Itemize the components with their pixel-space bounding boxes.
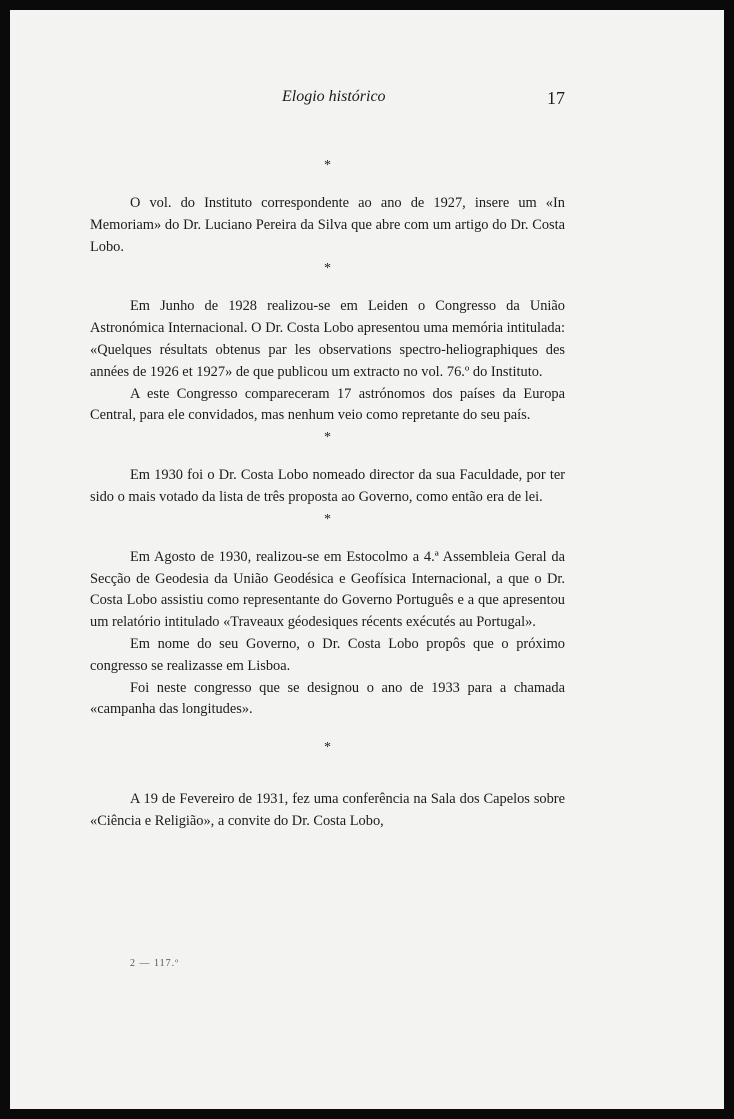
running-title: Elogio histórico <box>282 88 386 105</box>
paragraph: A este Congresso compareceram 17 astrónomos dos países da Europa Central, para ele convidados, mas nenhum veio como repretante do seu país. <box>90 385 565 424</box>
body-text <box>90 155 565 833</box>
document-page <box>10 10 724 1109</box>
section-separator: * <box>324 261 331 277</box>
paragraph: Em nome do seu Governo, o Dr. Costa Lobo propôs que o próximo congresso se realizasse em Lisboa. <box>90 635 565 674</box>
paragraph: Em Agosto de 1930, realizou-se em Estocolmo a 4.ª Assembleia Geral da Secção de Geodesia da União Geodésica e Geofísica Internacional, a que o Dr. Costa Lobo assistiu como representante do Governo Português e a que apresentou um relatório intitulado «Traveaux géodesiques récents exécutés au Portugal». <box>90 548 565 631</box>
printer-signature: 2 — 117.º <box>130 958 180 969</box>
page-header <box>10 88 724 112</box>
section-separator: * <box>324 158 331 173</box>
section-separator: * <box>324 430 331 446</box>
paragraph: Em Junho de 1928 realizou-se em Leiden o Congresso da União Astronómica Internacional. O Dr. Costa Lobo apresentou uma memória intitulada: «Quelques résultats obtenus par les observations spectro-heliographiques des années de 1926 et 1927» de que publicou um extracto no vol. 76.º do Instituto. <box>90 298 565 380</box>
section-separator: * <box>324 740 331 756</box>
section-separator: * <box>324 511 331 527</box>
paragraph: Em 1930 foi o Dr. Costa Lobo nomeado director da sua Faculdade, por ter sido o mais votado da lista de três proposta ao Governo, como então era de lei. <box>90 467 565 505</box>
paragraph: O vol. do Instituto correspondente ao ano de 1927, insere um «In Memoriam» do Dr. Luciano Pereira da Silva que abre com um artigo do Dr. Costa Lobo. <box>90 195 565 255</box>
paragraph: A 19 de Fevereiro de 1931, fez uma conferência na Sala dos Capelos sobre «Ciência e Religião», a convite do Dr. Costa Lobo, <box>90 791 565 829</box>
paragraph: Foi neste congresso que se designou o ano de 1933 para a chamada «campanha das longitudes». <box>90 679 565 718</box>
page-number: 17 <box>547 88 565 108</box>
